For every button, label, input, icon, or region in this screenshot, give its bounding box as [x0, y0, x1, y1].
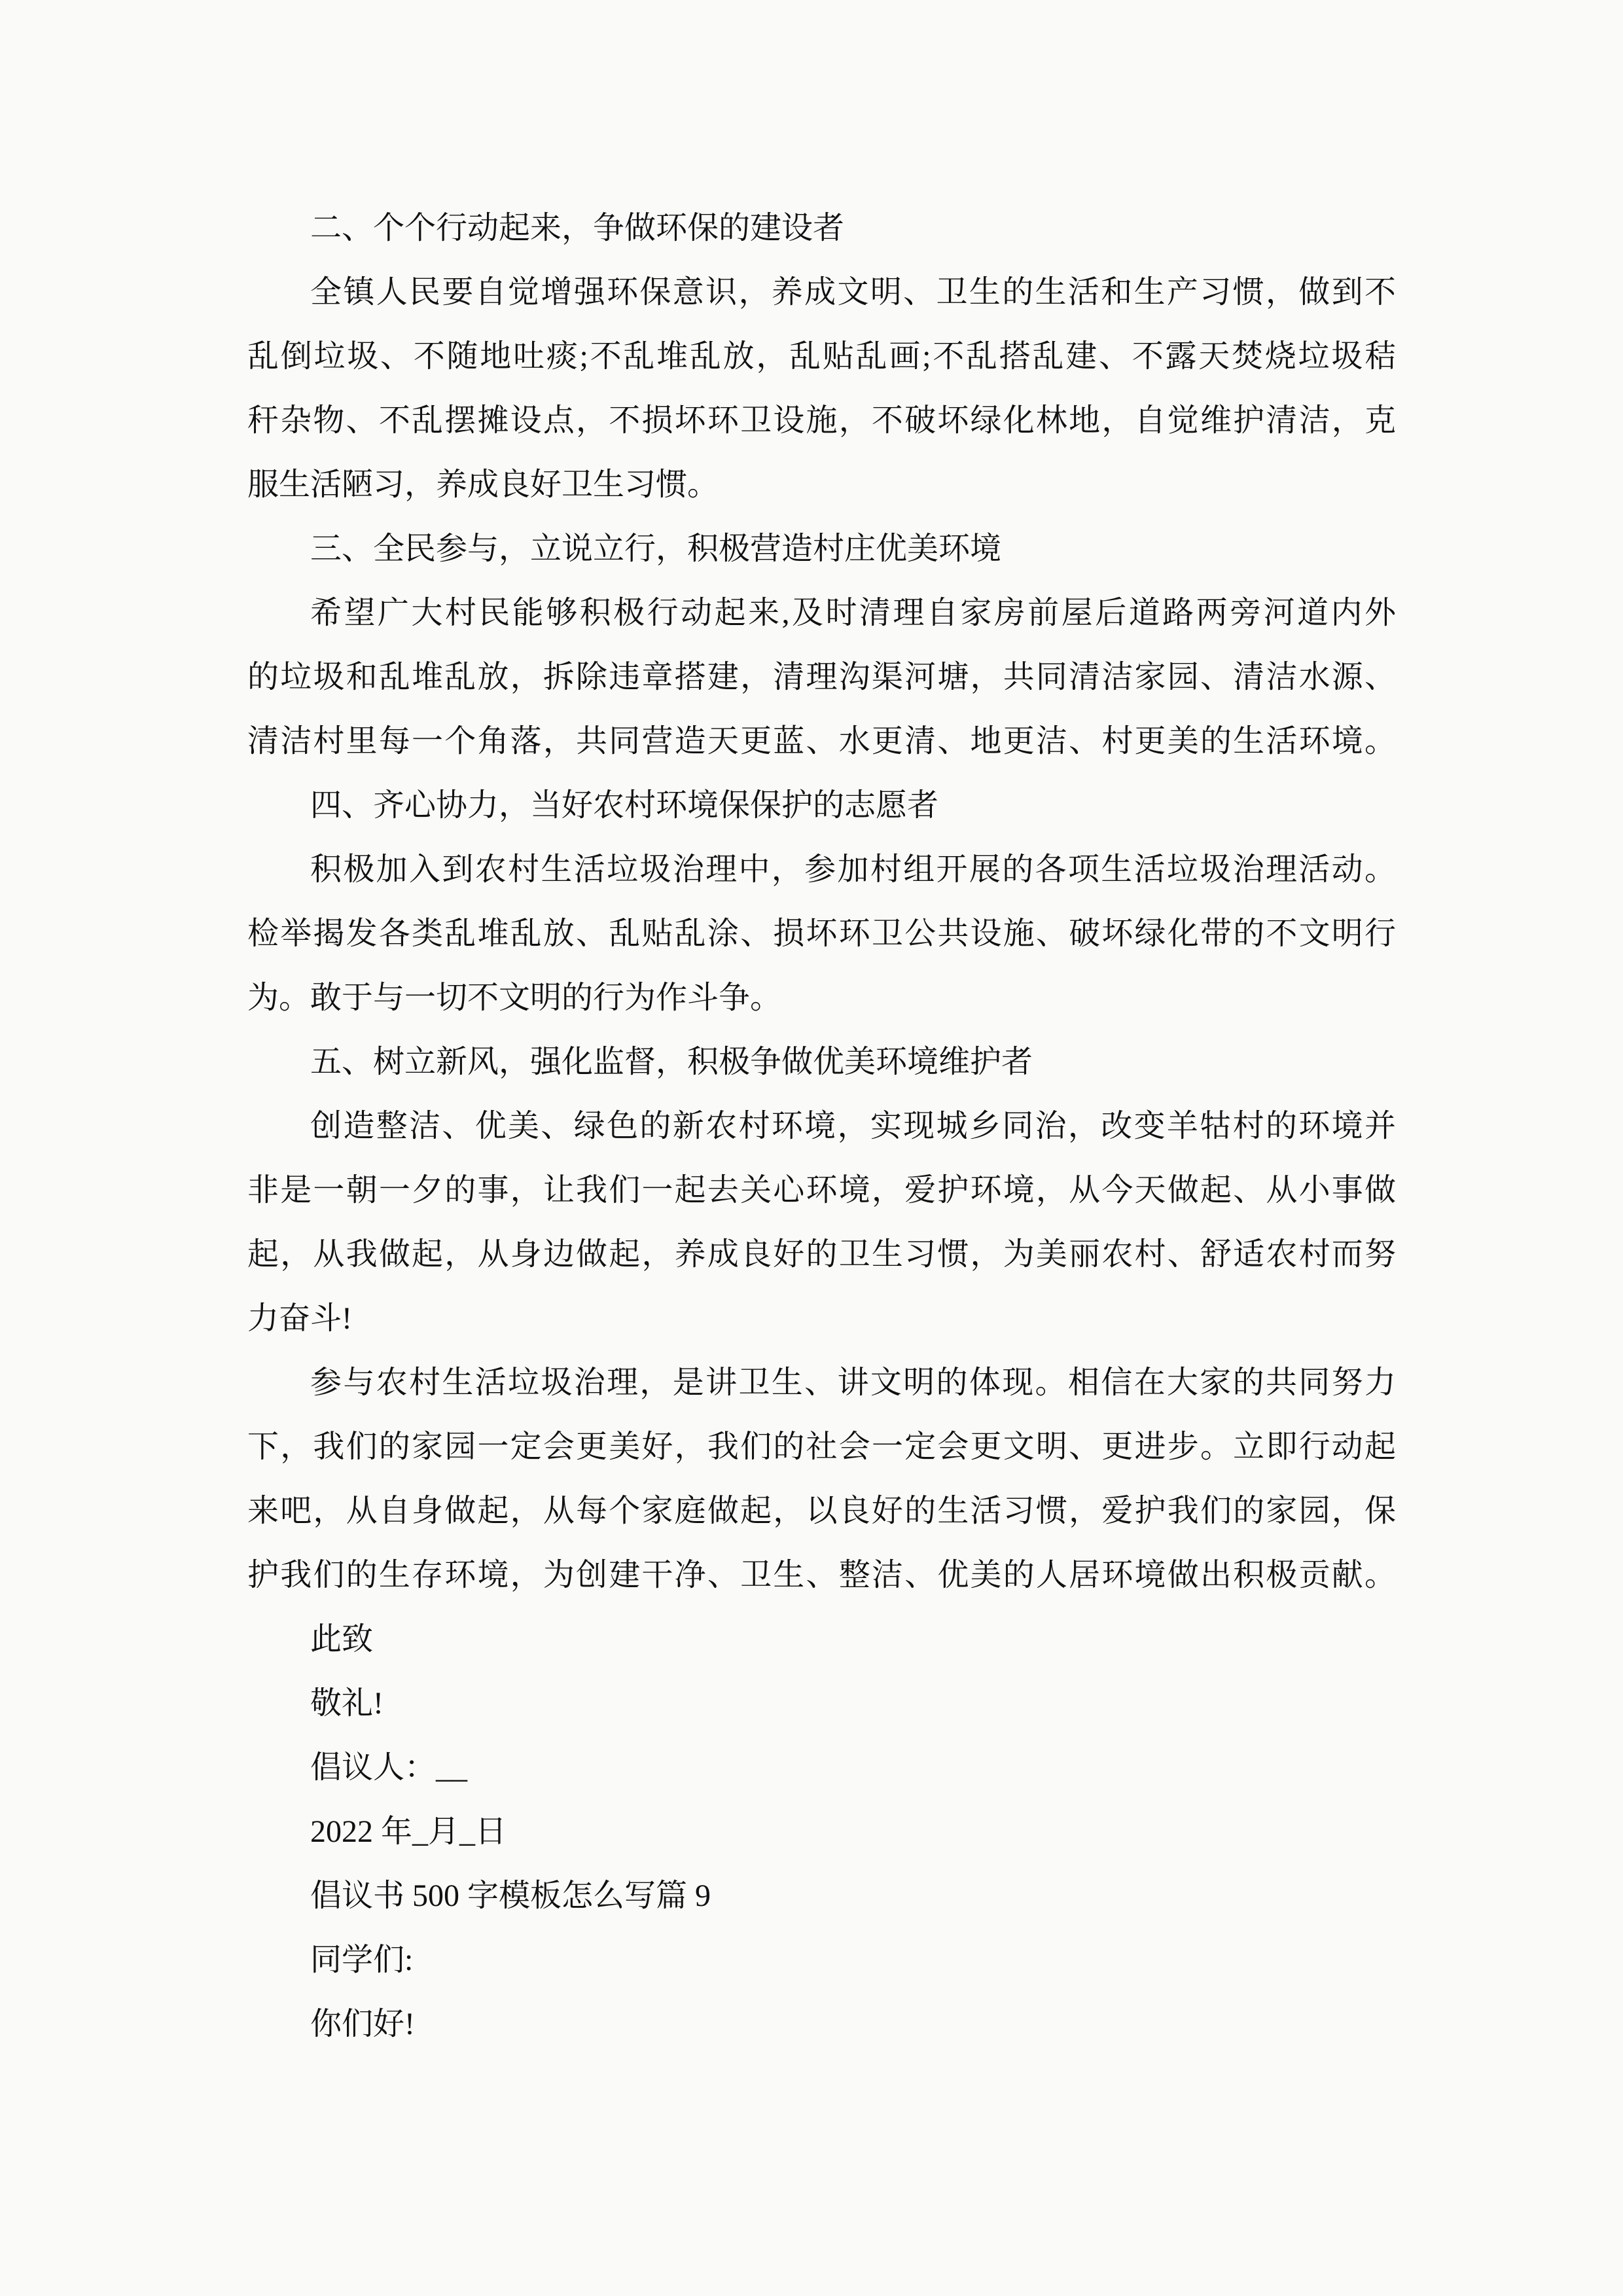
text-line: 此致 — [310, 1622, 374, 1657]
text-line: 2022 年_月_日 — [310, 1814, 507, 1849]
text-line: 起，从我做起，从身边做起，养成良好的卫生习惯，为美丽农村、舒适农村而努 — [247, 1237, 1396, 1272]
text-line: 乱倒垃圾、不随地吐痰;不乱堆乱放，乱贴乱画;不乱搭乱建、不露天焚烧垃圾秸 — [247, 339, 1396, 374]
text-line: 为。敢于与一切不文明的行为作斗争。 — [247, 980, 782, 1015]
text-line: 护我们的生存环境，为创建干净、卫生、整洁、优美的人居环境做出积极贡献。 — [247, 1558, 1396, 1592]
text-line: 二、个个行动起来，争做环保的建设者 — [310, 211, 845, 245]
document-text-block — [247, 196, 1396, 2056]
text-line: 非是一朝一夕的事，让我们一起去关心环境，爱护环境，从今天做起、从小事做 — [247, 1173, 1396, 1208]
text-line: 清洁村里每一个角落，共同营造天更蓝、水更清、地更洁、村更美的生活环境。 — [247, 724, 1396, 759]
text-line: 希望广大村民能够积极行动起来,及时清理自家房前屋后道路两旁河道内外 — [310, 596, 1396, 630]
text-line: 三、全民参与，立说立行，积极营造村庄优美环境 — [310, 531, 1002, 566]
text-line: 倡议书 500 字模板怎么写篇 9 — [310, 1878, 711, 1913]
text-line: 五、树立新风，强化监督，积极争做优美环境维护者 — [310, 1045, 1033, 1079]
text-line: 下，我们的家园一定会更美好，我们的社会一定会更文明、更进步。立即行动起 — [247, 1429, 1396, 1464]
text-line: 全镇人民要自觉增强环保意识，养成文明、卫生的生活和生产习惯，做到不 — [310, 275, 1396, 310]
text-line: 同学们: — [310, 1943, 414, 1977]
text-line: 四、齐心协力，当好农村环境保保护的志愿者 — [310, 788, 939, 823]
text-line: 检举揭发各类乱堆乱放、乱贴乱涂、损坏环卫公共设施、破坏绿化带的不文明行 — [247, 916, 1396, 951]
text-line: 创造整洁、优美、绿色的新农村环境，实现城乡同治，改变羊牯村的环境并 — [310, 1109, 1396, 1143]
text-line: 积极加入到农村生活垃圾治理中，参加村组开展的各项生活垃圾治理活动。 — [310, 852, 1396, 887]
text-line: 你们好! — [310, 2007, 415, 2041]
text-line: 服生活陋习，养成良好卫生习惯。 — [247, 467, 719, 502]
text-line: 的垃圾和乱堆乱放，拆除违章搭建，清理沟渠河塘，共同清洁家园、清洁水源、 — [247, 660, 1396, 694]
text-line: 敬礼! — [310, 1686, 383, 1721]
text-line: 倡议人：__ — [310, 1750, 468, 1785]
text-line: 参与农村生活垃圾治理，是讲卫生、讲文明的体现。相信在大家的共同努力 — [310, 1365, 1396, 1400]
text-line: 来吧，从自身做起，从每个家庭做起，以良好的生活习惯，爱护我们的家园，保 — [247, 1494, 1396, 1528]
text-line: 力奋斗! — [247, 1301, 352, 1336]
text-line: 秆杂物、不乱摆摊设点，不损坏环卫设施，不破坏绿化林地，自觉维护清洁，克 — [247, 403, 1396, 438]
